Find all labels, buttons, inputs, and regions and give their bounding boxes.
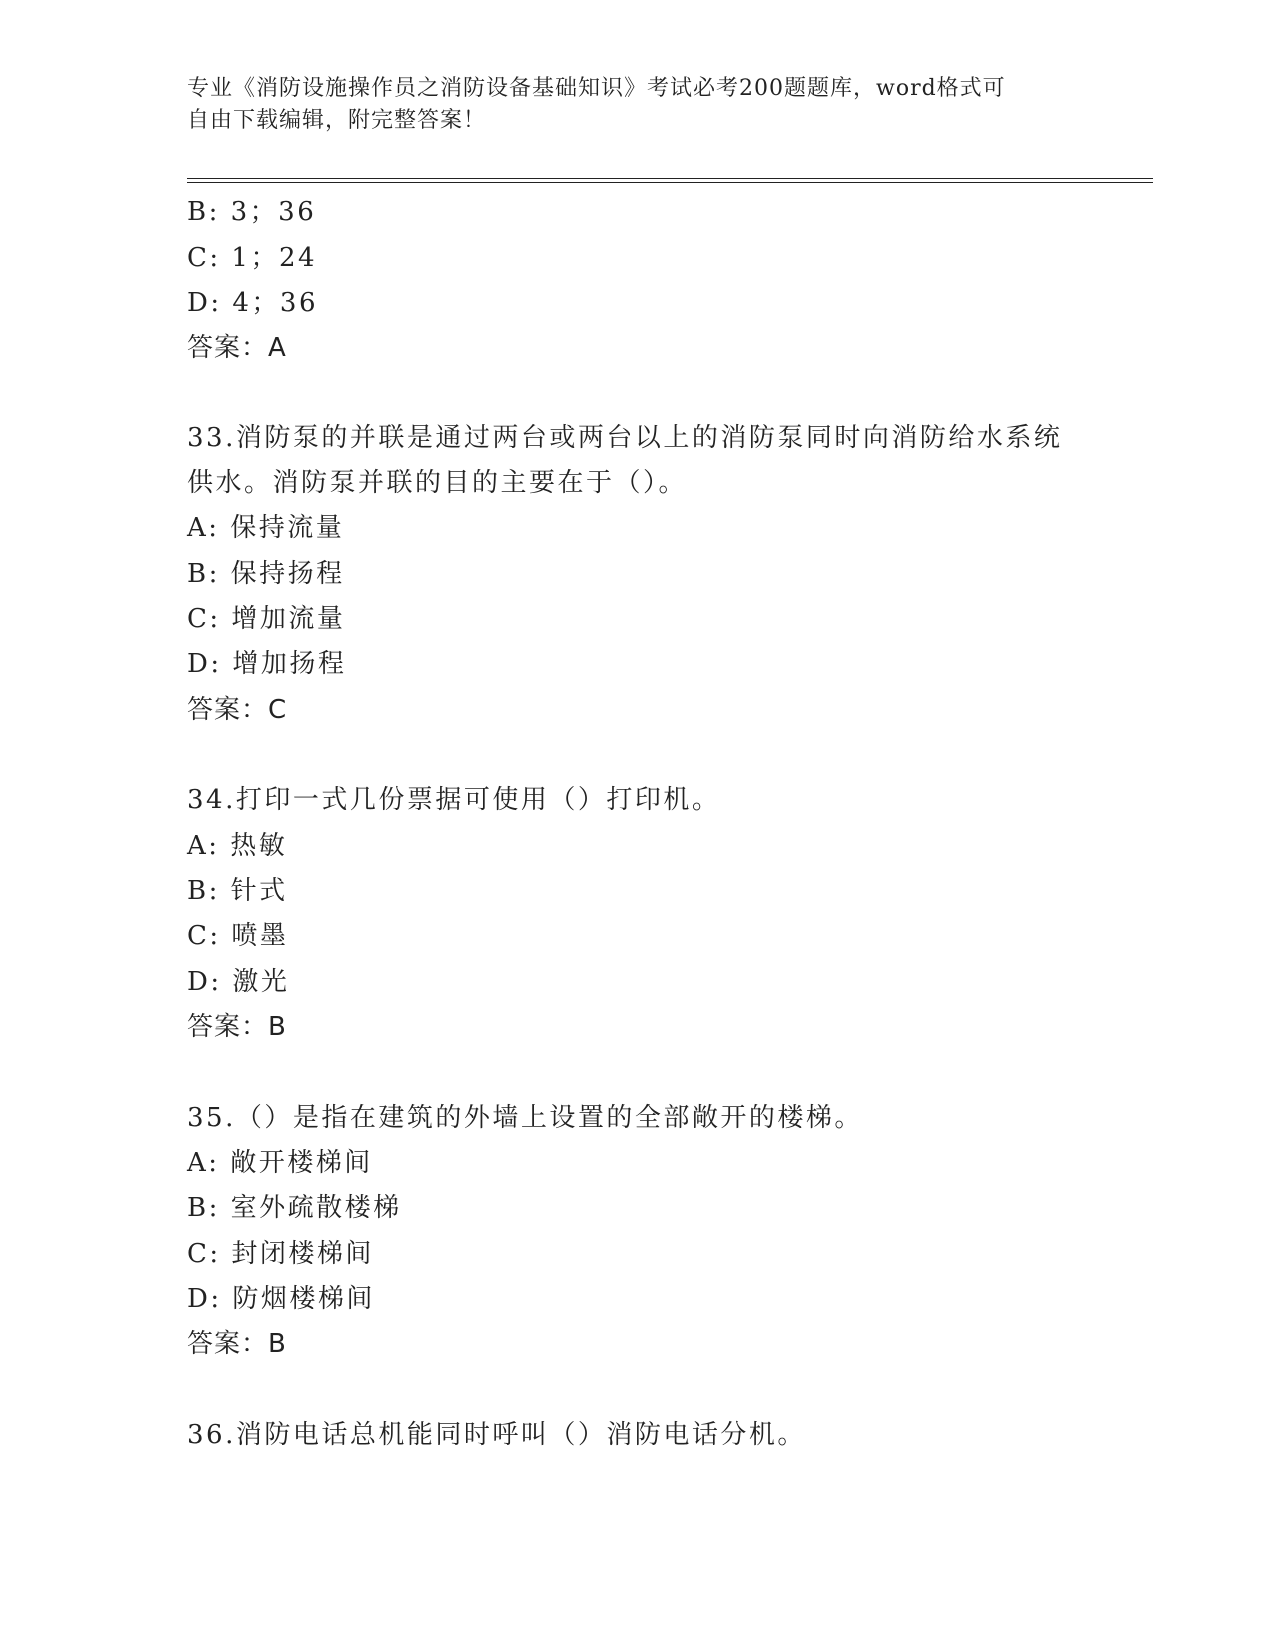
- q35-answer: 答案：B: [187, 1329, 287, 1359]
- q33-option-b: B: 保持扬程: [187, 559, 345, 589]
- q34-option-d: D: 激光: [187, 967, 290, 997]
- q34-option-a: A: 热敏: [187, 831, 288, 861]
- q35-option-d: D: 防烟楼梯间: [187, 1284, 375, 1314]
- document-header: [187, 73, 1067, 137]
- q33-option-d: D: 增加扬程: [187, 649, 347, 679]
- q34-option-c: C: 喷墨: [187, 921, 289, 951]
- q34-stem: 34.打印一式几份票据可使用（）打印机。: [187, 785, 721, 815]
- q32-option-c: C: 1；24: [187, 243, 318, 273]
- q33-stem-line2: 供水。消防泵并联的目的主要在于（）。: [187, 468, 688, 498]
- q35-option-c: C: 封闭楼梯间: [187, 1239, 374, 1269]
- q35-option-b: B: 室外疏散楼梯: [187, 1193, 402, 1223]
- header-title-line2: 自由下载编辑，附完整答案！: [187, 108, 487, 133]
- header-rule-top: [187, 178, 1153, 179]
- q32-option-d: D: 4；36: [187, 288, 318, 318]
- q34-answer: 答案：B: [187, 1012, 287, 1042]
- q33-option-a: A: 保持流量: [187, 513, 345, 543]
- q35-stem: 35.（）是指在建筑的外墙上设置的全部敞开的楼梯。: [187, 1103, 863, 1133]
- q33-option-c: C: 增加流量: [187, 604, 346, 634]
- q32-option-b: B: 3；36: [187, 197, 317, 227]
- q33-answer: 答案：C: [187, 695, 288, 725]
- header-title-line1: 专业《消防设施操作员之消防设备基础知识》考试必考200题题库，word格式可: [187, 76, 1006, 101]
- q33-stem-line1: 33.消防泵的并联是通过两台或两台以上的消防泵同时向消防给水系统: [187, 423, 1063, 453]
- q35-option-a: A: 敞开楼梯间: [187, 1148, 373, 1178]
- q32-answer: 答案：A: [187, 333, 287, 363]
- q36-stem: 36.消防电话总机能同时呼叫（）消防电话分机。: [187, 1420, 806, 1450]
- header-rule-bottom: [187, 182, 1153, 183]
- q34-option-b: B: 针式: [187, 876, 288, 906]
